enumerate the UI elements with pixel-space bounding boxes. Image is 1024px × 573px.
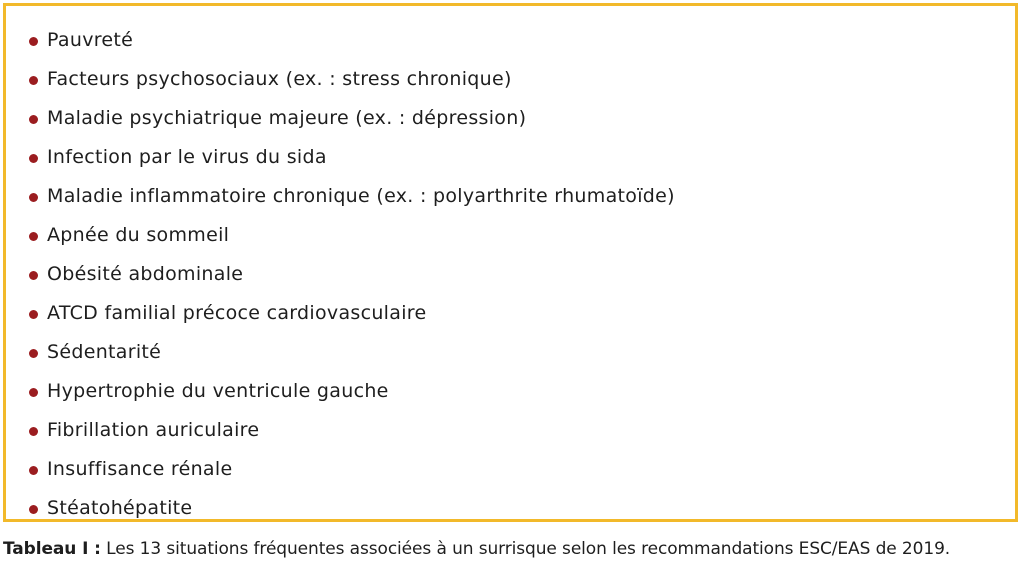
table-frame [3, 3, 1018, 522]
list-item-label: Obésité abdominale [47, 262, 244, 285]
list-item-label: Facteurs psychosociaux (ex. : stress chronique) [47, 67, 512, 90]
risk-situation-list [29, 20, 675, 527]
bullet-icon [29, 37, 38, 46]
table-caption [3, 539, 950, 559]
bullet-icon [29, 427, 38, 436]
list-item [29, 254, 675, 293]
list-item-label: Hypertrophie du ventricule gauche [47, 379, 389, 402]
list-item-label: Insuffisance rénale [47, 457, 233, 480]
bullet-icon [29, 310, 38, 319]
list-item-label: Fibrillation auriculaire [47, 418, 260, 441]
list-item-label: Maladie psychiatrique majeure (ex. : dépression) [47, 106, 527, 129]
list-item [29, 293, 675, 332]
bullet-icon [29, 232, 38, 241]
bullet-icon [29, 388, 38, 397]
list-item [29, 59, 675, 98]
list-item [29, 332, 675, 371]
list-item [29, 176, 675, 215]
bullet-icon [29, 76, 38, 85]
caption-label: Tableau I : [3, 539, 101, 559]
list-item-label: Infection par le virus du sida [47, 145, 327, 168]
list-item-label: Maladie inflammatoire chronique (ex. : polyarthrite rhumatoïde) [47, 184, 675, 207]
bullet-icon [29, 193, 38, 202]
list-item [29, 449, 675, 488]
list-item [29, 98, 675, 137]
bullet-icon [29, 154, 38, 163]
list-item-label: Sédentarité [47, 340, 162, 363]
list-item-label: ATCD familial précoce cardiovasculaire [47, 301, 427, 324]
bullet-icon [29, 349, 38, 358]
list-item-label: Apnée du sommeil [47, 223, 230, 246]
bullet-icon [29, 271, 38, 280]
list-item [29, 488, 675, 527]
list-item [29, 20, 675, 59]
list-item [29, 137, 675, 176]
list-item-label: Stéatohépatite [47, 496, 193, 519]
list-item-label: Pauvreté [47, 28, 134, 51]
list-item [29, 371, 675, 410]
list-item [29, 215, 675, 254]
bullet-icon [29, 466, 38, 475]
list-item [29, 410, 675, 449]
bullet-icon [29, 505, 38, 514]
bullet-icon [29, 115, 38, 124]
caption-text: Les 13 situations fréquentes associées à un surrisque selon les recommandations ESC/EAS de 2019. [100, 539, 951, 559]
